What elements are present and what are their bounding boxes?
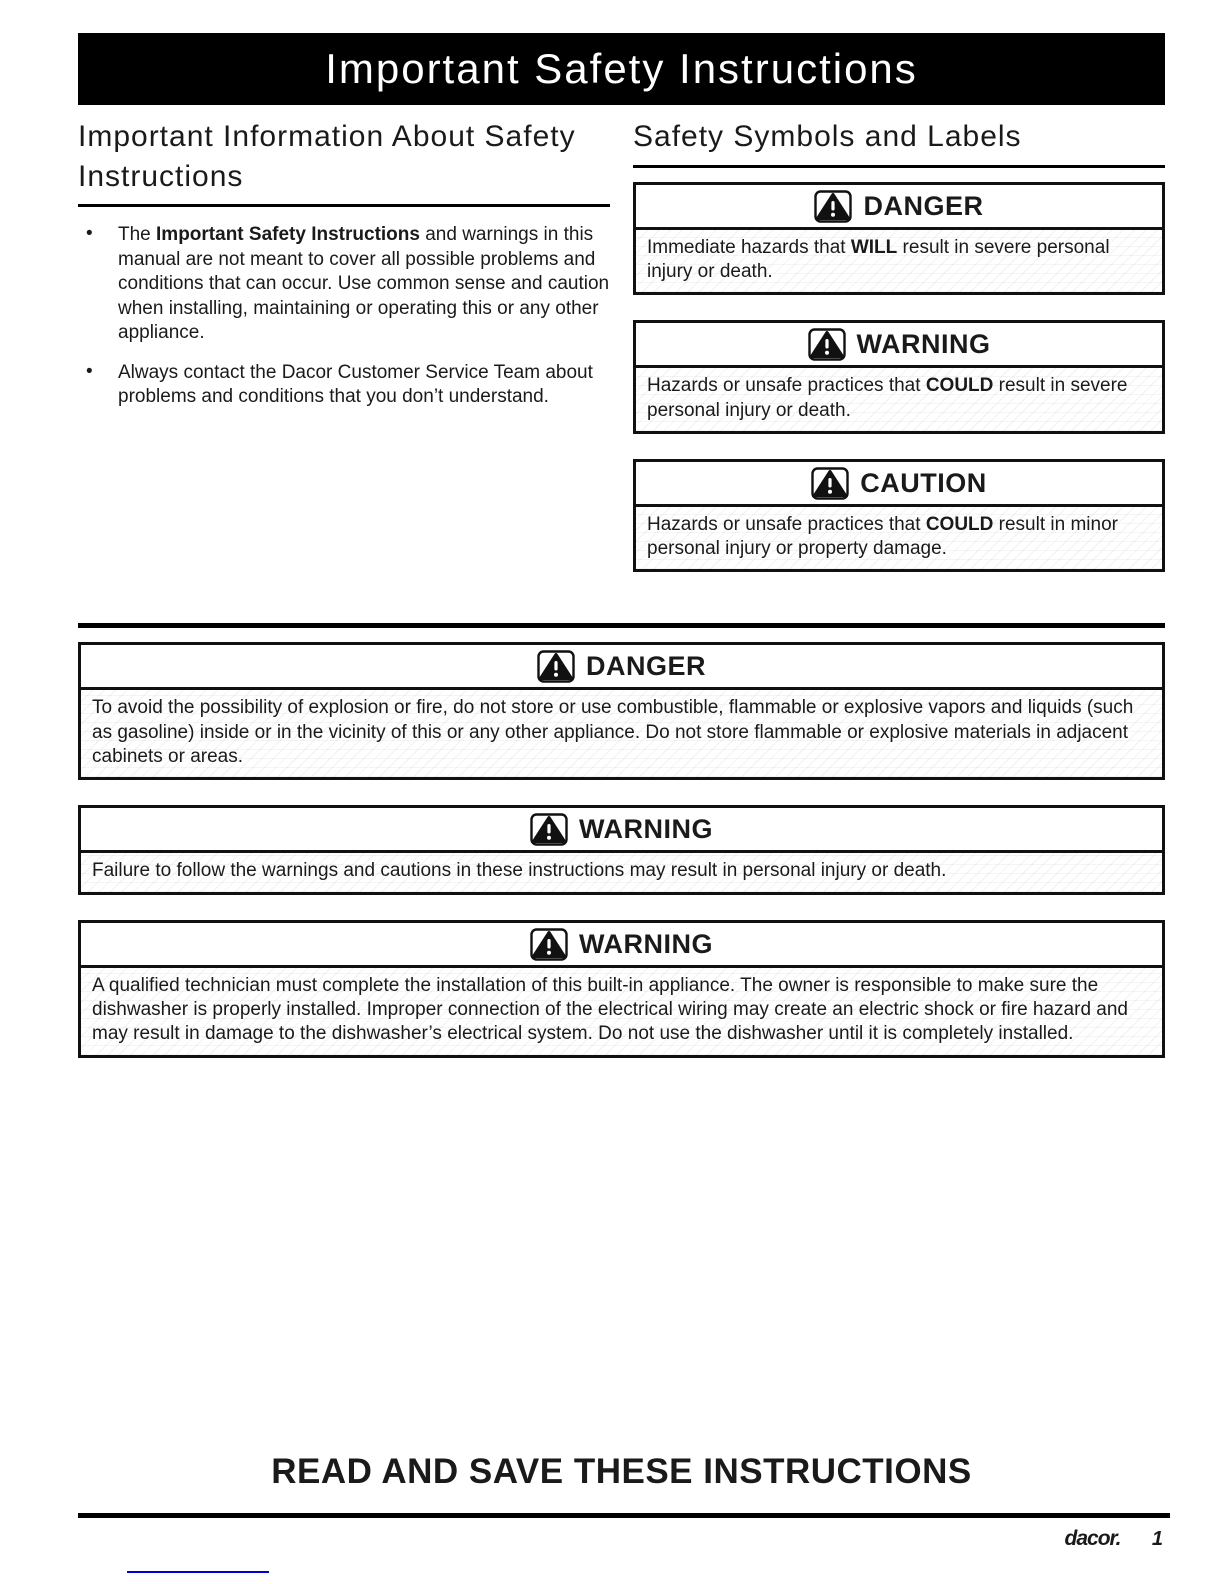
page-title: Important Safety Instructions: [78, 33, 1165, 105]
alert-header: [81, 645, 1162, 690]
left-column: [78, 117, 610, 425]
list-item: [78, 361, 610, 410]
alert-body-text: Immediate hazards that: [647, 236, 851, 258]
section-divider-rule: [78, 623, 1165, 628]
blue-underline-artifact: [127, 1571, 269, 1573]
warning-follow-instructions-box: [78, 805, 1165, 894]
alert-label: WARNING: [579, 928, 713, 959]
bullet-text-bold: Important Safety Instructions: [156, 224, 420, 246]
alert-label: DANGER: [863, 190, 984, 221]
two-column-section: [78, 117, 1165, 597]
alert-triangle-icon: [814, 190, 852, 223]
warning-definition-box: [633, 320, 1165, 434]
alert-label: WARNING: [856, 329, 991, 360]
left-column-heading: Important Information About Safety Instructions: [78, 117, 610, 207]
bullet-icon: •: [86, 360, 93, 382]
alert-body-text: result in severe personal injury or death.: [647, 236, 1110, 282]
alert-body: [81, 690, 1162, 777]
danger-definition-box: [633, 182, 1165, 296]
bullet-icon: •: [86, 223, 93, 245]
alert-body-bold: COULD: [925, 375, 994, 397]
page-bottom: [78, 1452, 1165, 1551]
alert-body: [636, 507, 1162, 570]
alert-header: [636, 323, 1162, 368]
alert-body-bold: COULD: [925, 513, 994, 535]
list-item: [78, 223, 610, 346]
page-footer: [78, 1527, 1165, 1551]
alert-body-text: To avoid the possibility of explosion or fire, do not store or use combustible, flammable or explosive vapors and liquids (such as gasoline) inside or in the vicinity of this or any other appliance. Do not store flammable or explosive materials in adjacent cabinets or areas.: [92, 697, 1134, 768]
alert-body: [81, 968, 1162, 1055]
caution-definition-box: [633, 459, 1165, 573]
bullet-text: The: [118, 224, 157, 246]
alert-label: DANGER: [585, 651, 706, 682]
alert-body-text: result in severe personal injury or death.: [647, 375, 1128, 421]
dacor-logo: dacor.: [1064, 1527, 1121, 1550]
right-column: [633, 117, 1165, 597]
bullet-text: Always contact the Dacor Customer Service Team about problems and conditions that you don’t understand.: [118, 361, 593, 408]
danger-explosion-box: [78, 642, 1165, 780]
warning-qualified-technician-box: [78, 920, 1165, 1058]
alert-triangle-icon: [530, 813, 568, 846]
page-content: [78, 33, 1165, 1083]
alert-label: CAUTION: [860, 467, 987, 498]
alert-label: WARNING: [579, 814, 713, 845]
alert-body-text: A qualified technician must complete the installation of this built-in appliance. The owner is responsible to make sure the dishwasher is properly installed. Improper connection of the electrical wiring may create an electric shock or fire hazard and may result in damage to the dishwasher’s electrical system. Do not use the dishwasher until it is completely installed.: [92, 974, 1128, 1045]
alert-body-text: result in minor personal injury or property damage.: [647, 513, 1118, 560]
alert-body-text: Hazards or unsafe practices that: [647, 513, 926, 535]
alert-body-text: Hazards or unsafe practices that: [647, 375, 926, 397]
alert-header: [636, 462, 1162, 507]
alert-triangle-icon: [537, 650, 575, 683]
alert-body: [636, 368, 1162, 431]
footer-rule: [78, 1513, 1170, 1518]
alert-header: [81, 808, 1162, 853]
alert-header: [636, 185, 1162, 230]
bullet-text: and warnings in this manual are not meant to cover all possible problems and conditions that can occur. Use common sense and caution when installing, maintaining or operating this or any other appliance.: [118, 224, 610, 344]
alert-triangle-icon: [811, 467, 849, 500]
alert-body: [636, 230, 1162, 293]
alert-triangle-icon: [808, 328, 846, 361]
alert-triangle-icon: [530, 928, 568, 961]
read-save-instructions-text: READ AND SAVE THESE INSTRUCTIONS: [271, 1452, 972, 1491]
safety-notes-list: [78, 223, 610, 410]
alert-body-bold: WILL: [850, 236, 898, 258]
alert-body: [81, 853, 1162, 891]
alert-header: [81, 923, 1162, 968]
right-column-heading: Safety Symbols and Labels: [633, 117, 1165, 168]
alert-body-text: Failure to follow the warnings and cautions in these instructions may result in personal injury or death.: [92, 860, 947, 882]
page-number: 1: [1151, 1528, 1163, 1550]
